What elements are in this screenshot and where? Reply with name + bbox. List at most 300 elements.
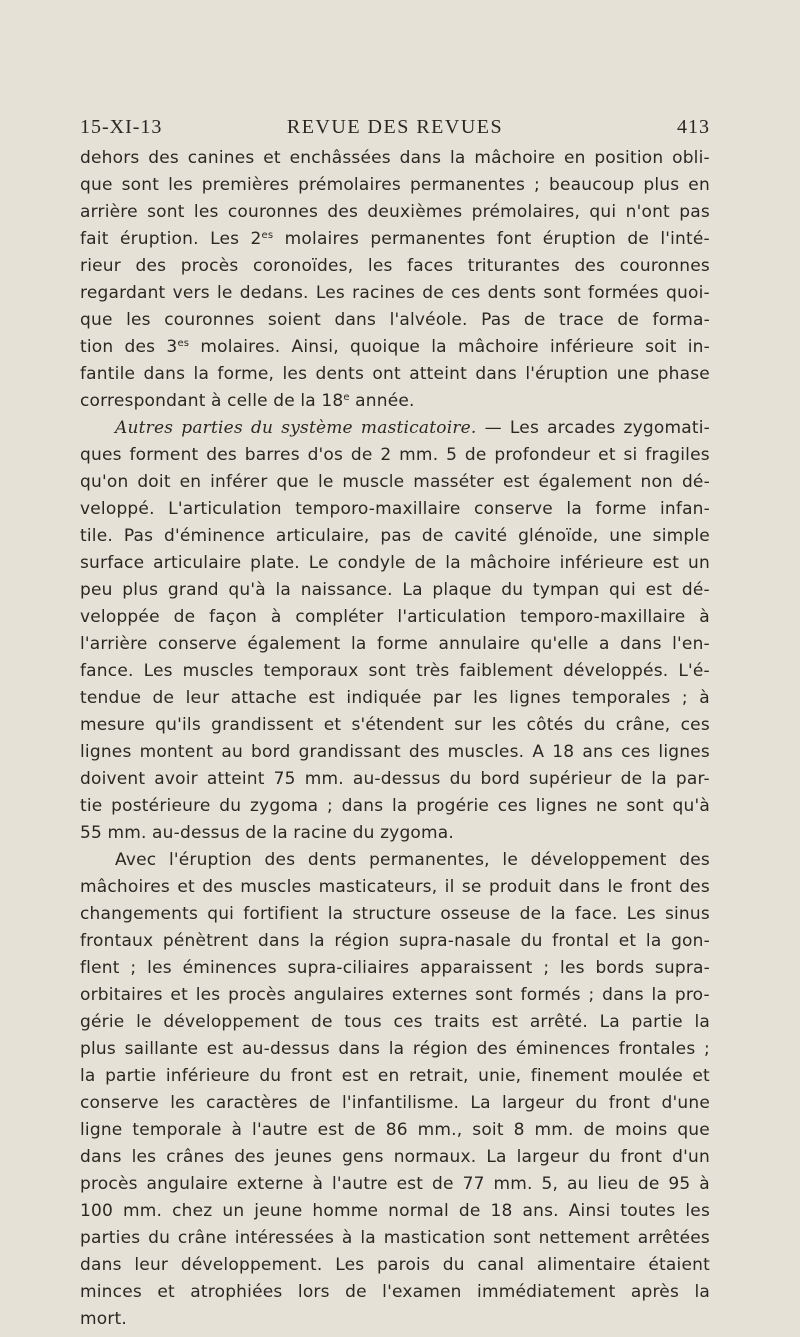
text-line bbox=[80, 1306, 710, 1333]
word: l'examen bbox=[382, 1282, 462, 1302]
word: les bbox=[131, 1147, 157, 1167]
word: infan- bbox=[659, 499, 710, 519]
word: la bbox=[431, 337, 447, 357]
word: l'en- bbox=[672, 634, 710, 654]
word: L'articulation bbox=[168, 499, 282, 519]
text-line bbox=[80, 199, 710, 226]
word: ces bbox=[393, 1012, 423, 1032]
word: attache bbox=[230, 688, 297, 708]
word: muscles bbox=[240, 877, 312, 897]
word: zygomati- bbox=[623, 418, 710, 438]
word: veloppé. bbox=[80, 499, 155, 519]
word: mm. bbox=[123, 1201, 163, 1221]
word: Les bbox=[210, 229, 240, 249]
word: forme bbox=[376, 634, 429, 654]
word: rieur bbox=[80, 256, 121, 276]
text-line bbox=[80, 766, 710, 793]
word: les bbox=[168, 175, 193, 195]
text-line bbox=[80, 739, 710, 766]
word: à bbox=[699, 1174, 710, 1194]
word: année. bbox=[355, 391, 415, 411]
word: le bbox=[317, 472, 334, 492]
word: la bbox=[645, 931, 662, 951]
word: l'inté- bbox=[660, 229, 710, 249]
word: tous bbox=[344, 1012, 382, 1032]
word: gens bbox=[342, 1147, 384, 1167]
word: des bbox=[408, 742, 440, 762]
word: dé- bbox=[681, 580, 710, 600]
word: et bbox=[263, 148, 281, 168]
word: de bbox=[464, 445, 487, 465]
word: forment bbox=[129, 445, 199, 465]
word: Les bbox=[626, 904, 656, 924]
word: de bbox=[273, 391, 295, 411]
word: Pas bbox=[481, 310, 511, 330]
word: grand bbox=[167, 580, 219, 600]
word: externe bbox=[236, 1174, 304, 1194]
word: ces bbox=[680, 715, 710, 735]
word: peu bbox=[80, 580, 113, 600]
word: largeur bbox=[502, 1093, 565, 1113]
word: plate. bbox=[250, 553, 300, 573]
word: la bbox=[651, 985, 668, 1005]
word: la bbox=[272, 823, 288, 843]
word: en bbox=[688, 175, 710, 195]
text-line bbox=[80, 658, 710, 685]
word: du bbox=[259, 1066, 282, 1086]
word: ; bbox=[681, 688, 688, 708]
word: côtés bbox=[526, 715, 574, 735]
word: au-dessus bbox=[352, 769, 441, 789]
word: Les bbox=[143, 661, 173, 681]
word: des bbox=[679, 877, 710, 897]
word: d'un bbox=[672, 1147, 710, 1167]
text-line bbox=[80, 1252, 710, 1279]
word: temporo-maxillaire bbox=[520, 607, 686, 627]
word: L'é- bbox=[678, 661, 710, 681]
word: atteint bbox=[206, 769, 265, 789]
word: les bbox=[147, 958, 172, 978]
word: du bbox=[250, 418, 274, 438]
word: position bbox=[594, 148, 664, 168]
word: tion bbox=[80, 337, 114, 357]
word: canines bbox=[187, 148, 255, 168]
word: 55 bbox=[80, 823, 103, 843]
word: jeunes bbox=[274, 1147, 333, 1167]
word: ; bbox=[534, 175, 540, 195]
word: angulaires bbox=[293, 985, 385, 1005]
word: surface bbox=[80, 553, 145, 573]
word: A bbox=[532, 742, 545, 762]
word: dehors bbox=[80, 148, 140, 168]
text-line bbox=[80, 415, 710, 442]
word: atteint bbox=[409, 364, 467, 384]
word: du bbox=[501, 580, 524, 600]
word: à bbox=[699, 607, 710, 627]
word: la bbox=[651, 769, 667, 789]
word: lignes bbox=[535, 796, 588, 816]
text-line bbox=[80, 901, 710, 928]
word: moins bbox=[615, 1120, 668, 1140]
word: couronnes bbox=[227, 202, 319, 222]
word: la bbox=[327, 904, 344, 924]
word: l'autre bbox=[252, 1120, 308, 1140]
word: de bbox=[519, 904, 542, 924]
word: partie bbox=[631, 1012, 683, 1032]
word: ; bbox=[588, 985, 595, 1005]
word: la bbox=[694, 1282, 710, 1302]
word: les bbox=[195, 985, 221, 1005]
text-line bbox=[80, 1198, 710, 1225]
word: dents bbox=[315, 364, 365, 384]
word: temporaux bbox=[263, 661, 359, 681]
word: est bbox=[491, 1012, 519, 1032]
word: La bbox=[599, 1012, 620, 1032]
word: sinus bbox=[664, 904, 710, 924]
word: et bbox=[170, 985, 188, 1005]
word: ; bbox=[704, 1039, 710, 1059]
word: de bbox=[422, 283, 444, 303]
word: de bbox=[345, 1282, 367, 1302]
word: région bbox=[412, 1039, 468, 1059]
word: soit bbox=[472, 1120, 504, 1140]
word: tile. bbox=[80, 526, 113, 546]
text-line bbox=[80, 847, 710, 874]
word: premières bbox=[201, 175, 290, 195]
word: plaque bbox=[432, 580, 492, 600]
word: ces bbox=[621, 742, 651, 762]
word: dans bbox=[334, 310, 377, 330]
word: minces bbox=[80, 1282, 142, 1302]
word: immédiatement bbox=[477, 1282, 616, 1302]
word: les bbox=[282, 364, 308, 384]
word: dans bbox=[338, 1039, 381, 1059]
word: non bbox=[640, 472, 674, 492]
word: mâchoire bbox=[474, 148, 556, 168]
word: tympan bbox=[532, 580, 600, 600]
text-line bbox=[80, 172, 710, 199]
word: naissance. bbox=[300, 580, 393, 600]
text-line bbox=[80, 874, 710, 901]
word: arrêté. bbox=[529, 1012, 588, 1032]
word: frontal bbox=[552, 931, 610, 951]
word: un bbox=[688, 553, 710, 573]
word: les bbox=[560, 958, 585, 978]
word: inférieure bbox=[559, 553, 644, 573]
word: est bbox=[503, 472, 530, 492]
word: mort. bbox=[80, 1309, 128, 1329]
word: des bbox=[148, 148, 179, 168]
word: bords bbox=[595, 958, 645, 978]
word: plus bbox=[122, 580, 159, 600]
word: forma- bbox=[652, 310, 710, 330]
word: temporale bbox=[132, 1120, 222, 1140]
word: obli- bbox=[672, 148, 710, 168]
word: développement bbox=[530, 850, 667, 870]
word: que bbox=[677, 1120, 710, 1140]
word: dans bbox=[475, 364, 517, 384]
word: également bbox=[538, 472, 632, 492]
word: changements bbox=[80, 904, 199, 924]
word: qui bbox=[589, 202, 617, 222]
word: ces bbox=[497, 796, 528, 816]
word: Les bbox=[335, 1255, 365, 1275]
word: font bbox=[496, 229, 532, 249]
word: de bbox=[414, 553, 437, 573]
word: lignes bbox=[80, 742, 132, 762]
word: le bbox=[216, 283, 233, 303]
word: la bbox=[350, 634, 367, 654]
word: temporo-maxillaire bbox=[295, 499, 461, 519]
text-line bbox=[80, 253, 710, 280]
word: les bbox=[491, 715, 517, 735]
text-line bbox=[80, 307, 710, 334]
word: des bbox=[327, 202, 359, 222]
word: du bbox=[219, 796, 242, 816]
word: que bbox=[276, 472, 310, 492]
word: une bbox=[616, 364, 650, 384]
word: qui bbox=[207, 904, 235, 924]
word: à bbox=[211, 391, 222, 411]
text-line bbox=[80, 145, 710, 172]
word: permanentes, bbox=[369, 850, 490, 870]
text-line bbox=[80, 928, 710, 955]
word: à bbox=[312, 1174, 324, 1194]
word: est bbox=[396, 1174, 424, 1194]
word: front bbox=[608, 1093, 651, 1113]
word: forme, bbox=[217, 364, 275, 384]
word: tie bbox=[80, 796, 103, 816]
word: soit bbox=[645, 337, 677, 357]
word: partie bbox=[105, 1066, 157, 1086]
word: la bbox=[445, 553, 461, 573]
word: est bbox=[341, 1066, 369, 1086]
word: permanentes bbox=[370, 229, 486, 249]
text-line bbox=[80, 226, 710, 253]
word: externes bbox=[391, 985, 468, 1005]
word: doivent bbox=[80, 769, 146, 789]
word: dents bbox=[487, 283, 537, 303]
word: qu'à bbox=[228, 580, 266, 600]
word: très bbox=[416, 661, 450, 681]
word: ; bbox=[327, 796, 333, 816]
page-number: 413 bbox=[677, 116, 710, 138]
word: de bbox=[152, 688, 175, 708]
word: s'étendent bbox=[351, 715, 445, 735]
word: leur bbox=[134, 1255, 169, 1275]
word: sont bbox=[626, 796, 664, 816]
word: 5 bbox=[446, 445, 458, 465]
word: développement. bbox=[180, 1255, 323, 1275]
word: mm. bbox=[534, 1120, 574, 1140]
word: front bbox=[630, 877, 672, 897]
word: dans bbox=[399, 148, 442, 168]
word: phase bbox=[657, 364, 710, 384]
word: racine bbox=[293, 823, 348, 843]
word: après bbox=[630, 1282, 680, 1302]
word: qu'ils bbox=[155, 715, 201, 735]
word: en bbox=[179, 472, 202, 492]
word: doit bbox=[137, 472, 171, 492]
word: conserve bbox=[80, 1093, 159, 1113]
word: 18 bbox=[552, 742, 575, 762]
word: nettement bbox=[538, 1228, 630, 1248]
word: dans bbox=[143, 364, 186, 384]
word: formés bbox=[520, 985, 581, 1005]
word: plus bbox=[80, 1039, 116, 1059]
word: est bbox=[308, 688, 335, 708]
word: compléter bbox=[295, 607, 384, 627]
word: par bbox=[432, 688, 462, 708]
word: ne bbox=[595, 796, 618, 816]
word: se bbox=[461, 877, 482, 897]
word: l'infantilisme. bbox=[341, 1093, 460, 1113]
word: parois bbox=[377, 1255, 431, 1275]
word: qu'à bbox=[672, 796, 710, 816]
word: arrêtées bbox=[637, 1228, 710, 1248]
word: l'éruption bbox=[525, 364, 609, 384]
word: parties bbox=[80, 1228, 141, 1248]
word: fantile bbox=[80, 364, 136, 384]
word: des bbox=[234, 1147, 265, 1167]
word: Les bbox=[315, 283, 345, 303]
word: progérie bbox=[416, 796, 490, 816]
word: 8 bbox=[513, 1120, 525, 1140]
word: frontales bbox=[618, 1039, 696, 1059]
word: prémolaires, bbox=[471, 202, 581, 222]
word: 18e bbox=[321, 391, 350, 411]
word: les bbox=[685, 1201, 710, 1221]
word: Le bbox=[308, 553, 329, 573]
word: apparaissent bbox=[419, 958, 533, 978]
word: la bbox=[80, 1066, 96, 1086]
word: dents bbox=[307, 850, 357, 870]
word: la bbox=[566, 499, 582, 519]
word: de bbox=[458, 1201, 481, 1221]
word: indiquée bbox=[346, 688, 422, 708]
word: les bbox=[170, 1093, 195, 1113]
word: les bbox=[473, 688, 498, 708]
word: muscle bbox=[342, 472, 405, 492]
word: leur bbox=[185, 688, 220, 708]
word: la bbox=[309, 931, 325, 951]
word: barres bbox=[244, 445, 300, 465]
word: $2^{es}$ bbox=[250, 229, 274, 249]
word: masticatoire. bbox=[360, 418, 477, 438]
word: du bbox=[520, 931, 543, 951]
word: face. bbox=[575, 904, 618, 924]
word: des bbox=[206, 445, 237, 465]
word: prémolaires bbox=[298, 175, 401, 195]
text-line bbox=[80, 496, 710, 523]
word: angulaire bbox=[146, 1174, 229, 1194]
word: procès bbox=[228, 985, 286, 1005]
word: postérieure bbox=[111, 796, 211, 816]
word: front bbox=[620, 1147, 663, 1167]
word: condyle bbox=[337, 553, 406, 573]
word: mâchoire bbox=[457, 337, 539, 357]
word: deuxièmes bbox=[367, 202, 463, 222]
word: mm. bbox=[107, 823, 147, 843]
word: développement bbox=[163, 1012, 300, 1032]
word: des bbox=[264, 850, 296, 870]
word: de bbox=[432, 1174, 454, 1194]
word: molaires bbox=[284, 229, 360, 249]
word: et bbox=[598, 445, 616, 465]
word: plus bbox=[643, 175, 680, 195]
word: 18 bbox=[490, 1201, 513, 1221]
word: l'alvéole. bbox=[389, 310, 468, 330]
word: lors bbox=[297, 1282, 330, 1302]
article-body bbox=[80, 145, 710, 1333]
word: est bbox=[317, 1120, 345, 1140]
text-line bbox=[80, 793, 710, 820]
word: mâchoires bbox=[80, 877, 170, 897]
word: alimentaire bbox=[536, 1255, 636, 1275]
word: unie, bbox=[478, 1066, 522, 1086]
word: du bbox=[442, 1255, 465, 1275]
word: crâne bbox=[177, 1228, 227, 1248]
word: du bbox=[148, 1228, 171, 1248]
word: articulaire, bbox=[275, 526, 370, 546]
word: 86 bbox=[385, 1120, 408, 1140]
word: Pas bbox=[123, 526, 154, 546]
word: 2 bbox=[380, 445, 392, 465]
word: soient bbox=[267, 310, 321, 330]
word: couronnes bbox=[164, 310, 255, 330]
word: jeune bbox=[254, 1201, 303, 1221]
text-line bbox=[80, 361, 710, 388]
word: ques bbox=[80, 445, 122, 465]
word: quoi- bbox=[666, 283, 710, 303]
word: mm., bbox=[417, 1120, 463, 1140]
word: osseuse bbox=[440, 904, 511, 924]
word: zygoma bbox=[249, 796, 319, 816]
word: homme bbox=[312, 1201, 379, 1221]
word: articulaire bbox=[153, 553, 242, 573]
word: que bbox=[80, 310, 113, 330]
word: dans bbox=[602, 985, 644, 1005]
word: lieu bbox=[597, 1174, 629, 1194]
text-line bbox=[80, 388, 710, 415]
word: en bbox=[377, 1066, 400, 1086]
word: qu'on bbox=[80, 472, 129, 492]
word: dedans. bbox=[239, 283, 309, 303]
word: glénoïde, bbox=[518, 526, 599, 546]
word: front bbox=[290, 1066, 333, 1086]
word: sont bbox=[475, 985, 513, 1005]
word: racines bbox=[352, 283, 416, 303]
word: pro- bbox=[674, 985, 710, 1005]
text-line bbox=[80, 1063, 710, 1090]
word: du bbox=[583, 715, 606, 735]
word: ont bbox=[372, 364, 401, 384]
word: des bbox=[135, 256, 167, 276]
word: au-dessus bbox=[152, 823, 240, 843]
word: temporales bbox=[572, 688, 671, 708]
word: de bbox=[620, 769, 643, 789]
word: 100 bbox=[80, 1201, 114, 1221]
word: l'autre bbox=[331, 1174, 388, 1194]
word: mesure bbox=[80, 715, 145, 735]
word: de bbox=[310, 1012, 333, 1032]
word: est bbox=[206, 1039, 234, 1059]
word: 5, bbox=[541, 1174, 559, 1194]
word: pas bbox=[679, 202, 710, 222]
word: d'éminence bbox=[164, 526, 266, 546]
word: conserve bbox=[158, 634, 237, 654]
word: traits bbox=[434, 1012, 480, 1032]
